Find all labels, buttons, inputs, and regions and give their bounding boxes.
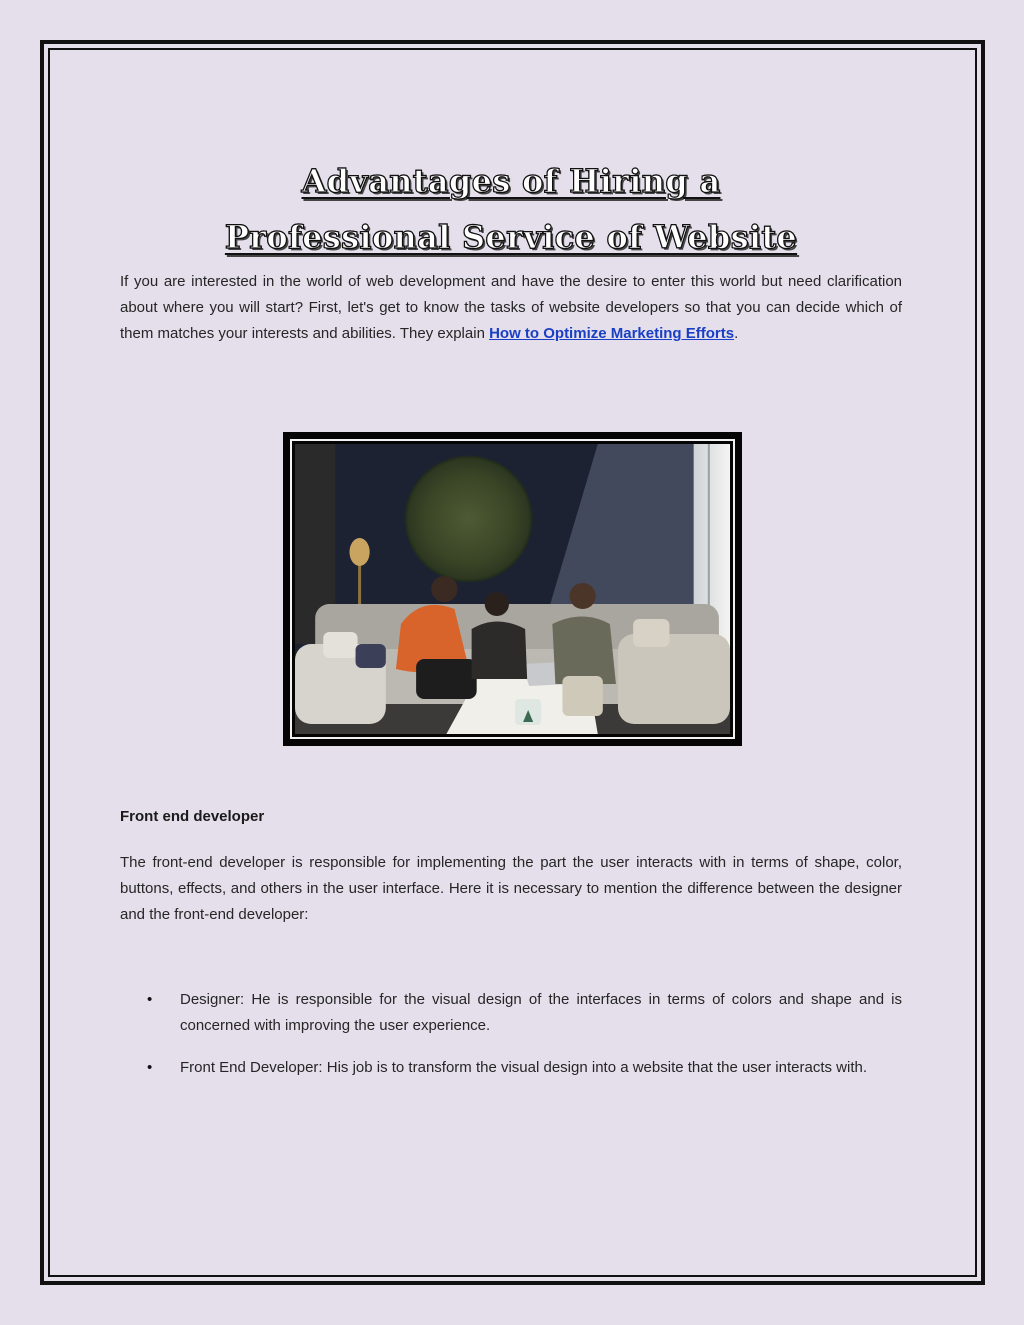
office-meeting-photo <box>283 432 742 746</box>
office-meeting-illustration <box>295 444 730 734</box>
list-item-text: Front End Developer: His job is to transform the visual design into a website that the user interacts with. <box>180 1059 867 1076</box>
intro-paragraph <box>120 269 902 347</box>
intro-end: . <box>734 325 739 342</box>
bullet-icon: • <box>147 991 153 1008</box>
title-line-2: Professional Service of Website <box>224 218 798 257</box>
list-item <box>120 987 902 1039</box>
list-item-text: Designer: He is responsible for the visual design of the interfaces in terms of colors and shape and is concerned with improving the user experience. <box>180 991 902 1034</box>
intro-text: If you are interested in the world of web development and have the desire to enter this world but need clarification about where you will start? First, let's get to know the tasks of website developers so that you can decide which of them matches your interests and abilities. They explain <box>120 273 902 342</box>
front-end-paragraph: The front-end developer is responsible for implementing the part the user interacts with in terms of shape, color, buttons, effects, and others in the user interface. Here it is necessary to mention the difference between the designer and the front-end developer: <box>120 854 902 923</box>
list-item <box>120 1055 902 1081</box>
role-list <box>120 987 902 1097</box>
title-line-1: Advantages of Hiring a <box>301 162 721 201</box>
bullet-icon: • <box>147 1059 153 1076</box>
page-title <box>120 153 902 265</box>
optimize-marketing-link[interactable]: How to Optimize Marketing Efforts <box>489 325 735 342</box>
front-end-heading: Front end developer <box>120 808 265 825</box>
